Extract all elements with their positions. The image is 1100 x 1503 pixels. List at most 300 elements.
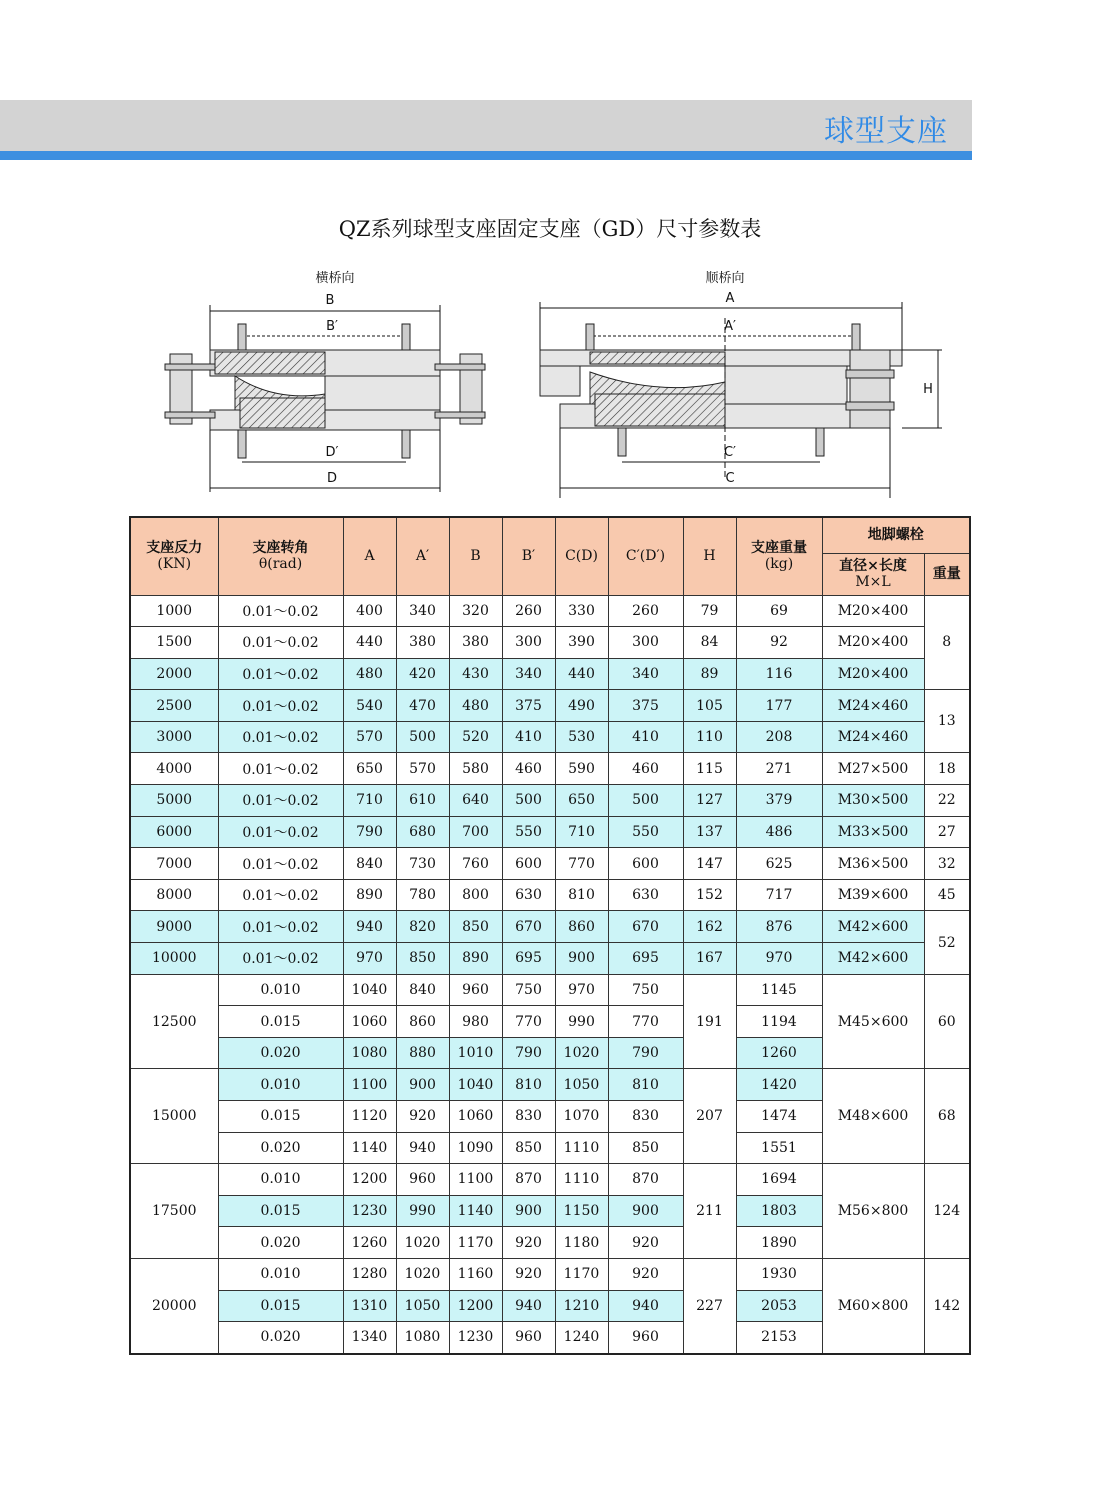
cell-c: 770	[555, 848, 608, 880]
cell-force: 3000	[130, 721, 218, 753]
table-row	[130, 1258, 970, 1290]
cell-a-prime: 990	[396, 1195, 449, 1227]
cell-c: 1170	[555, 1258, 608, 1290]
cell-a-prime: 380	[396, 627, 449, 659]
cell-a: 1340	[343, 1322, 396, 1354]
dim-a-label: A	[725, 291, 735, 306]
cell-rotation: 0.01～0.02	[218, 911, 343, 943]
cell-a: 570	[343, 721, 396, 753]
cell-c-prime: 600	[608, 848, 683, 880]
cell-c: 530	[555, 721, 608, 753]
cell-a: 1060	[343, 1006, 396, 1038]
cell-a: 1100	[343, 1069, 396, 1101]
cell-h: 147	[683, 848, 736, 880]
cell-weight: 1930	[736, 1258, 822, 1290]
cell-b: 760	[449, 848, 502, 880]
cell-bolt-weight: 13	[924, 690, 970, 753]
cell-weight: 1420	[736, 1069, 822, 1101]
cell-b-prime: 750	[502, 974, 555, 1006]
cell-a-prime: 420	[396, 658, 449, 690]
cell-h: 152	[683, 879, 736, 911]
cell-force: 12500	[130, 974, 218, 1069]
cell-weight: 625	[736, 848, 822, 880]
header-bolt-size: 直径×长度 M×L	[822, 553, 924, 595]
cell-bolt-weight: 68	[924, 1069, 970, 1164]
cell-c: 440	[555, 658, 608, 690]
table-row	[130, 816, 970, 848]
cell-force: 6000	[130, 816, 218, 848]
cell-a-prime: 840	[396, 974, 449, 1006]
cell-rotation: 0.015	[218, 1290, 343, 1322]
cell-force: 5000	[130, 785, 218, 817]
cell-c: 1180	[555, 1227, 608, 1259]
header-b-prime: B′	[502, 517, 555, 595]
cell-a-prime: 940	[396, 1132, 449, 1164]
cell-weight: 1145	[736, 974, 822, 1006]
cell-b-prime: 670	[502, 911, 555, 943]
cell-weight: 876	[736, 911, 822, 943]
cell-a: 970	[343, 943, 396, 975]
cell-b: 800	[449, 879, 502, 911]
cell-rotation: 0.01～0.02	[218, 879, 343, 911]
table-row	[130, 658, 970, 690]
cell-force: 7000	[130, 848, 218, 880]
cell-a-prime: 1020	[396, 1258, 449, 1290]
cell-b-prime: 695	[502, 943, 555, 975]
cell-h: 110	[683, 721, 736, 753]
cell-bolt-weight: 18	[924, 753, 970, 785]
cell-rotation: 0.010	[218, 974, 343, 1006]
cell-c: 1110	[555, 1164, 608, 1196]
table-row	[130, 627, 970, 659]
cell-bolt: M20×400	[822, 595, 924, 627]
cell-weight: 69	[736, 595, 822, 627]
cell-b: 1200	[449, 1290, 502, 1322]
table-row	[130, 911, 970, 943]
cell-c: 970	[555, 974, 608, 1006]
header-a-prime: A′	[396, 517, 449, 595]
cell-rotation: 0.01～0.02	[218, 690, 343, 722]
diagram-transverse	[160, 262, 500, 497]
dim-h-label: H	[923, 382, 933, 397]
cell-c: 390	[555, 627, 608, 659]
cell-rotation: 0.020	[218, 1037, 343, 1069]
cell-weight: 379	[736, 785, 822, 817]
cell-a: 1260	[343, 1227, 396, 1259]
cell-c-prime: 550	[608, 816, 683, 848]
cell-rotation: 0.015	[218, 1195, 343, 1227]
cell-b-prime: 960	[502, 1322, 555, 1354]
cell-a: 1280	[343, 1258, 396, 1290]
header-bolt-weight: 重量	[924, 553, 970, 595]
cell-rotation: 0.010	[218, 1164, 343, 1196]
cell-a: 890	[343, 879, 396, 911]
cell-h: 105	[683, 690, 736, 722]
cell-a-prime: 680	[396, 816, 449, 848]
cell-force: 2000	[130, 658, 218, 690]
cell-c-prime: 900	[608, 1195, 683, 1227]
cell-a: 650	[343, 753, 396, 785]
cell-c: 900	[555, 943, 608, 975]
cell-rotation: 0.020	[218, 1227, 343, 1259]
cell-bolt: M33×500	[822, 816, 924, 848]
cell-bolt: M39×600	[822, 879, 924, 911]
cell-bolt-weight: 142	[924, 1258, 970, 1353]
cell-a-prime: 470	[396, 690, 449, 722]
cell-a-prime: 960	[396, 1164, 449, 1196]
header-a: A	[343, 517, 396, 595]
dim-b-prime-label: B′	[326, 319, 338, 334]
header-force: 支座反力 (KN)	[130, 517, 218, 595]
cell-c-prime: 850	[608, 1132, 683, 1164]
cell-b: 1140	[449, 1195, 502, 1227]
cell-b: 380	[449, 627, 502, 659]
cell-c: 1240	[555, 1322, 608, 1354]
cell-b-prime: 300	[502, 627, 555, 659]
cell-b: 1010	[449, 1037, 502, 1069]
cell-c: 990	[555, 1006, 608, 1038]
cell-a: 1310	[343, 1290, 396, 1322]
cell-a-prime: 1050	[396, 1290, 449, 1322]
cell-h: 79	[683, 595, 736, 627]
cell-bolt-weight: 32	[924, 848, 970, 880]
cell-h: 207	[683, 1069, 736, 1164]
table-row	[130, 595, 970, 627]
cell-force: 1500	[130, 627, 218, 659]
cell-c-prime: 630	[608, 879, 683, 911]
dim-a-prime-label: A′	[724, 319, 736, 334]
cell-b-prime: 900	[502, 1195, 555, 1227]
cell-force: 17500	[130, 1164, 218, 1259]
dim-d-label: D	[326, 471, 338, 486]
dim-d-prime-label: D′	[325, 445, 339, 460]
cell-bolt-weight: 45	[924, 879, 970, 911]
header-bolt: 地脚螺栓	[822, 517, 970, 553]
cell-weight: 1474	[736, 1101, 822, 1133]
cell-b: 580	[449, 753, 502, 785]
cell-a: 400	[343, 595, 396, 627]
cell-a-prime: 730	[396, 848, 449, 880]
cell-c: 860	[555, 911, 608, 943]
cell-h: 84	[683, 627, 736, 659]
cell-weight: 1551	[736, 1132, 822, 1164]
cell-a-prime: 780	[396, 879, 449, 911]
table-row	[130, 721, 970, 753]
cell-force: 20000	[130, 1258, 218, 1353]
cell-b-prime: 260	[502, 595, 555, 627]
cell-b-prime: 790	[502, 1037, 555, 1069]
cell-b-prime: 340	[502, 658, 555, 690]
cell-c-prime: 770	[608, 1006, 683, 1038]
cell-bolt: M24×460	[822, 690, 924, 722]
cell-b-prime: 920	[502, 1227, 555, 1259]
cell-bolt-weight: 52	[924, 911, 970, 974]
cell-b: 480	[449, 690, 502, 722]
cell-a: 840	[343, 848, 396, 880]
cell-b-prime: 550	[502, 816, 555, 848]
cell-b: 980	[449, 1006, 502, 1038]
table-row	[130, 753, 970, 785]
cell-bolt: M45×600	[822, 974, 924, 1069]
cell-bolt-weight: 22	[924, 785, 970, 817]
cell-h: 162	[683, 911, 736, 943]
cell-bolt: M48×600	[822, 1069, 924, 1164]
cell-b: 520	[449, 721, 502, 753]
cell-weight: 177	[736, 690, 822, 722]
cell-bolt: M42×600	[822, 911, 924, 943]
cell-bolt: M27×500	[822, 753, 924, 785]
cell-weight: 116	[736, 658, 822, 690]
cell-weight: 970	[736, 943, 822, 975]
cell-rotation: 0.015	[218, 1101, 343, 1133]
cell-a-prime: 340	[396, 595, 449, 627]
cell-b-prime: 830	[502, 1101, 555, 1133]
cell-c: 1150	[555, 1195, 608, 1227]
cell-h: 137	[683, 816, 736, 848]
cell-a-prime: 850	[396, 943, 449, 975]
header-weight: 支座重量 (kg)	[736, 517, 822, 595]
cell-force: 9000	[130, 911, 218, 943]
cell-b: 850	[449, 911, 502, 943]
cell-rotation: 0.01～0.02	[218, 943, 343, 975]
cell-b: 1060	[449, 1101, 502, 1133]
cell-rotation: 0.01～0.02	[218, 848, 343, 880]
transverse-section-drawing	[160, 262, 500, 497]
cell-a: 1040	[343, 974, 396, 1006]
cell-bolt-weight: 124	[924, 1164, 970, 1259]
cell-weight: 1803	[736, 1195, 822, 1227]
table-row	[130, 848, 970, 880]
cell-weight: 1890	[736, 1227, 822, 1259]
cell-c: 1070	[555, 1101, 608, 1133]
cell-c-prime: 410	[608, 721, 683, 753]
cell-b: 1090	[449, 1132, 502, 1164]
cell-a: 1230	[343, 1195, 396, 1227]
cell-b-prime: 460	[502, 753, 555, 785]
cell-a-prime: 500	[396, 721, 449, 753]
cell-rotation: 0.01～0.02	[218, 627, 343, 659]
cell-a-prime: 820	[396, 911, 449, 943]
cell-b: 1170	[449, 1227, 502, 1259]
cell-weight: 208	[736, 721, 822, 753]
cell-force: 2500	[130, 690, 218, 722]
header-h: H	[683, 517, 736, 595]
cell-a: 710	[343, 785, 396, 817]
table-row	[130, 1069, 970, 1101]
cell-b: 1100	[449, 1164, 502, 1196]
cell-a: 1140	[343, 1132, 396, 1164]
cell-weight: 1194	[736, 1006, 822, 1038]
header-c: C(D)	[555, 517, 608, 595]
cell-weight: 271	[736, 753, 822, 785]
cell-c: 590	[555, 753, 608, 785]
cell-c-prime: 460	[608, 753, 683, 785]
cell-force: 15000	[130, 1069, 218, 1164]
cell-a: 1080	[343, 1037, 396, 1069]
dim-c-prime-label: C′	[723, 445, 737, 460]
cell-b-prime: 940	[502, 1290, 555, 1322]
cell-b-prime: 375	[502, 690, 555, 722]
transverse-direction-label: 横桥向	[315, 271, 355, 286]
cell-b: 640	[449, 785, 502, 817]
cell-weight: 2153	[736, 1322, 822, 1354]
cell-c-prime: 920	[608, 1258, 683, 1290]
cell-b-prime: 410	[502, 721, 555, 753]
cell-bolt: M42×600	[822, 943, 924, 975]
cell-c-prime: 870	[608, 1164, 683, 1196]
cell-weight: 92	[736, 627, 822, 659]
cell-c-prime: 750	[608, 974, 683, 1006]
cell-a: 790	[343, 816, 396, 848]
cell-rotation: 0.01～0.02	[218, 595, 343, 627]
cell-b: 960	[449, 974, 502, 1006]
cell-b-prime: 810	[502, 1069, 555, 1101]
cell-h: 115	[683, 753, 736, 785]
cell-a: 1120	[343, 1101, 396, 1133]
cell-b: 890	[449, 943, 502, 975]
cell-weight: 2053	[736, 1290, 822, 1322]
document-title: QZ系列球型支座固定支座（GD）尺寸参数表	[338, 217, 762, 241]
cell-c: 810	[555, 879, 608, 911]
cell-c: 490	[555, 690, 608, 722]
cell-c-prime: 810	[608, 1069, 683, 1101]
cell-force: 10000	[130, 943, 218, 975]
cell-rotation: 0.01～0.02	[218, 785, 343, 817]
cell-h: 127	[683, 785, 736, 817]
cell-h: 167	[683, 943, 736, 975]
cell-b-prime: 850	[502, 1132, 555, 1164]
cell-b: 1230	[449, 1322, 502, 1354]
cell-bolt: M20×400	[822, 627, 924, 659]
cell-c: 710	[555, 816, 608, 848]
cell-c: 1110	[555, 1132, 608, 1164]
longitudinal-section-drawing	[530, 262, 950, 502]
diagram-longitudinal	[530, 262, 950, 502]
cell-rotation: 0.020	[218, 1322, 343, 1354]
cell-bolt-weight: 8	[924, 595, 970, 690]
cell-rotation: 0.01～0.02	[218, 721, 343, 753]
cell-h: 211	[683, 1164, 736, 1259]
table-row	[130, 879, 970, 911]
table-row	[130, 690, 970, 722]
cell-c-prime: 695	[608, 943, 683, 975]
cell-c-prime: 670	[608, 911, 683, 943]
cell-b-prime: 770	[502, 1006, 555, 1038]
cell-bolt-weight: 60	[924, 974, 970, 1069]
cell-c-prime: 790	[608, 1037, 683, 1069]
cell-c-prime: 300	[608, 627, 683, 659]
cell-bolt: M60×800	[822, 1258, 924, 1353]
cell-a-prime: 900	[396, 1069, 449, 1101]
cell-b-prime: 600	[502, 848, 555, 880]
cell-b-prime: 920	[502, 1258, 555, 1290]
cell-rotation: 0.01～0.02	[218, 658, 343, 690]
cell-c-prime: 940	[608, 1290, 683, 1322]
cell-bolt: M30×500	[822, 785, 924, 817]
header-c-prime: C′(D′)	[608, 517, 683, 595]
cell-weight: 717	[736, 879, 822, 911]
header-b: B	[449, 517, 502, 595]
cell-bolt: M24×460	[822, 721, 924, 753]
longitudinal-direction-label: 顺桥向	[705, 271, 745, 286]
cell-rotation: 0.015	[218, 1006, 343, 1038]
cell-a-prime: 570	[396, 753, 449, 785]
cell-h: 89	[683, 658, 736, 690]
cell-a: 1200	[343, 1164, 396, 1196]
cell-a: 480	[343, 658, 396, 690]
cell-b-prime: 630	[502, 879, 555, 911]
cell-c-prime: 500	[608, 785, 683, 817]
cell-c: 330	[555, 595, 608, 627]
cell-b: 700	[449, 816, 502, 848]
cell-bolt: M36×500	[822, 848, 924, 880]
cell-c: 1020	[555, 1037, 608, 1069]
cell-c-prime: 830	[608, 1101, 683, 1133]
cell-a-prime: 610	[396, 785, 449, 817]
cell-a-prime: 1080	[396, 1322, 449, 1354]
cell-c-prime: 260	[608, 595, 683, 627]
cell-b: 320	[449, 595, 502, 627]
cell-rotation: 0.01～0.02	[218, 753, 343, 785]
cell-h: 191	[683, 974, 736, 1069]
cell-weight: 1260	[736, 1037, 822, 1069]
cell-rotation: 0.010	[218, 1069, 343, 1101]
cell-force: 4000	[130, 753, 218, 785]
cell-weight: 1694	[736, 1164, 822, 1196]
cell-h: 227	[683, 1258, 736, 1353]
table-row	[130, 974, 970, 1006]
cell-c-prime: 960	[608, 1322, 683, 1354]
table-row	[130, 1164, 970, 1196]
cell-c-prime: 920	[608, 1227, 683, 1259]
cell-c: 650	[555, 785, 608, 817]
cell-c-prime: 340	[608, 658, 683, 690]
table-row	[130, 943, 970, 975]
header-title: 球型支座	[824, 114, 948, 149]
cell-a: 440	[343, 627, 396, 659]
cell-b: 430	[449, 658, 502, 690]
cell-c: 1210	[555, 1290, 608, 1322]
dim-c-label: C	[725, 471, 735, 486]
table-row	[130, 785, 970, 817]
cell-b-prime: 870	[502, 1164, 555, 1196]
cell-b: 1160	[449, 1258, 502, 1290]
cell-rotation: 0.020	[218, 1132, 343, 1164]
cell-rotation: 0.010	[218, 1258, 343, 1290]
cell-c: 1050	[555, 1069, 608, 1101]
cell-b-prime: 500	[502, 785, 555, 817]
dim-b-label: B	[325, 293, 335, 308]
cell-a-prime: 860	[396, 1006, 449, 1038]
cell-bolt: M20×400	[822, 658, 924, 690]
cell-weight: 486	[736, 816, 822, 848]
cell-bolt: M56×800	[822, 1164, 924, 1259]
cell-bolt-weight: 27	[924, 816, 970, 848]
header-accent-line	[0, 151, 972, 160]
cell-a-prime: 880	[396, 1037, 449, 1069]
cell-c-prime: 375	[608, 690, 683, 722]
cell-a: 940	[343, 911, 396, 943]
cell-b: 1040	[449, 1069, 502, 1101]
cell-force: 1000	[130, 595, 218, 627]
cell-rotation: 0.01～0.02	[218, 816, 343, 848]
cell-force: 8000	[130, 879, 218, 911]
dimension-parameter-table	[129, 516, 971, 1355]
cell-a-prime: 920	[396, 1101, 449, 1133]
header-rotation: 支座转角 θ(rad)	[218, 517, 343, 595]
cell-a: 540	[343, 690, 396, 722]
cell-a-prime: 1020	[396, 1227, 449, 1259]
